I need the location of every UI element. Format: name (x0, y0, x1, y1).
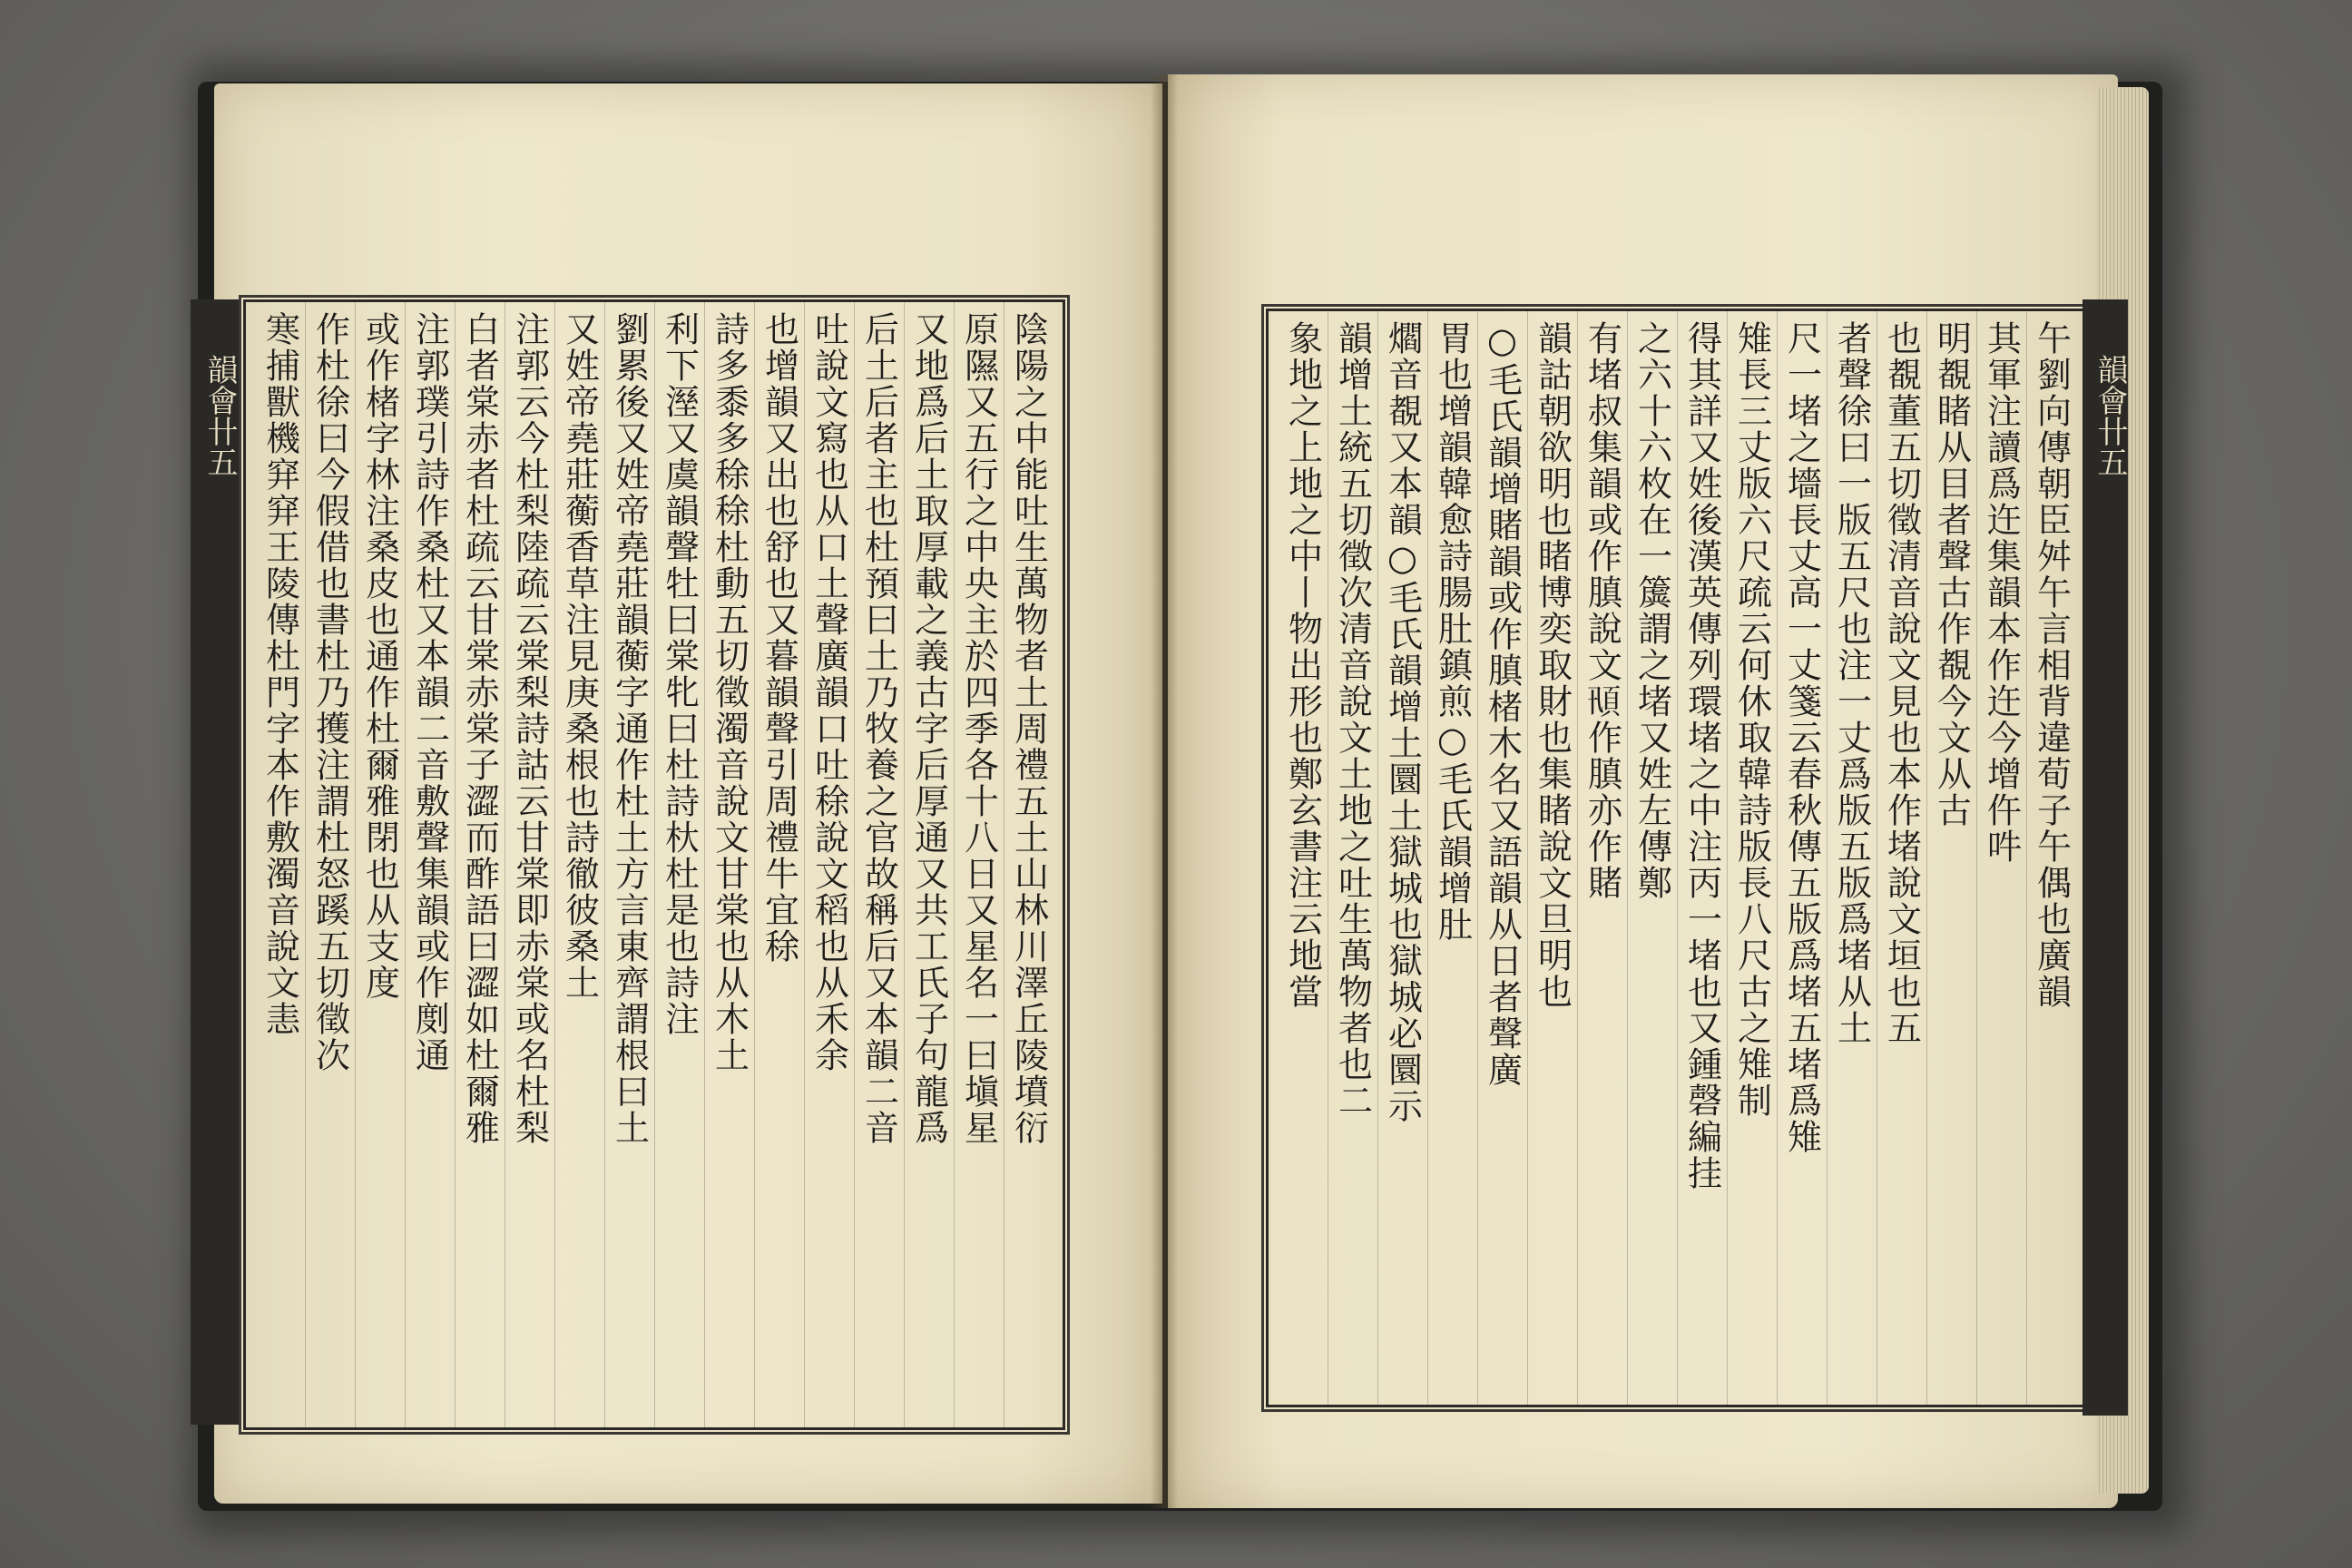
left-text-column: 作杜徐曰今假借也書杜乃擭注謂杜怒蹊五切徵次 (309, 311, 350, 1073)
right-text-block (1266, 309, 2088, 1407)
left-text-column: 詩多黍多稌稌杜動五切徵濁音說文甘棠也从木土 (709, 311, 750, 1073)
column-rule (2026, 311, 2027, 1405)
left-text-column: 白者棠赤者杜疏云甘棠赤棠子澀而酢語曰澀如杜爾雅 (459, 311, 500, 1146)
right-text-column: 象地之上地之中丨物出形也鄭玄書注云地當 (1282, 320, 1323, 1010)
column-rule (305, 302, 306, 1427)
column-rule (554, 302, 555, 1427)
left-text-column: 又姓帝堯莊蘅香草注見庚桑根也詩徹彼桑土 (559, 311, 600, 1001)
right-text-column: 有堵叔集韻或作䐜說文𩑓作䐜亦作賭 (1582, 320, 1622, 901)
right-text-column: 午劉向傳朝臣舛午言相背違荀子午偶也廣韻 (2031, 320, 2072, 1010)
right-text-column: 雉長三丈版六尺疏云何休取韓詩版長八尺古之雉制 (1731, 320, 1772, 1119)
left-text-column: 或作楮字林注桑皮也通作杜爾雅閉也从支度 (359, 311, 400, 1001)
column-rule (904, 302, 905, 1427)
column-rule (954, 302, 955, 1427)
left-text-column: 陰陽之中能吐生萬物者土周禮五土山林川澤丘陵墳衍 (1008, 311, 1049, 1146)
right-folio-strip (2082, 299, 2128, 1416)
column-rule (654, 302, 655, 1427)
left-text-column: 后土后者主也杜預曰土乃牧養之官故稱后又本韻二音 (858, 311, 899, 1146)
left-folio-strip (191, 299, 241, 1425)
right-text-column: 者聲徐曰一版五尺也注一丈爲版五版爲堵从土 (1831, 320, 1872, 1046)
column-rule (1727, 311, 1728, 1405)
left-text-column: 吐說文寫也从口土聲廣韻口吐稌說文稻也从禾余 (808, 311, 849, 1073)
left-text-column: 注郭云今杜梨陸疏云棠梨詩詁云甘棠即赤棠或名杜梨 (509, 311, 550, 1146)
column-rule (1777, 311, 1778, 1405)
right-text-column: 明覩睹从目者聲古作覩今文从古 (1931, 320, 1972, 828)
left-text-column: 注郭璞引詩作桑杜又本韻二音敷聲集韻或作剫通 (409, 311, 450, 1073)
left-text-column: 又地爲后土取厚載之義古字后厚通又共工氏子句龍爲 (908, 311, 949, 1146)
column-rule (1627, 311, 1628, 1405)
column-rule (455, 302, 456, 1427)
right-text-column: 尺一堵之墻長丈高一丈箋云春秋傳五版爲堵五堵爲雉 (1781, 320, 1822, 1155)
column-rule (704, 302, 705, 1427)
column-rule (604, 302, 605, 1427)
column-rule (405, 302, 406, 1427)
book-gutter (1151, 74, 1178, 1508)
column-rule (1926, 311, 1927, 1405)
right-text-column: 其軍注讀爲迕集韻本作迕今增仵吽 (1981, 320, 2022, 865)
right-text-column: 韻詁朝欲明也睹博奕取財也集睹說文旦明也 (1532, 320, 1573, 1010)
right-text-column: 也覩董五切徵清音說文見也本作堵說文垣也五 (1881, 320, 1922, 1046)
column-rule (1377, 311, 1378, 1405)
column-rule (1427, 311, 1428, 1405)
column-rule (754, 302, 755, 1427)
right-text-column: 胃也增韻韓愈詩腸肚鎮煎○毛氏韻增肚 (1432, 320, 1473, 943)
right-text-column: 爓音覩又本韻○毛氏韻增土圜土獄城也獄城必圜示 (1382, 320, 1423, 1124)
column-rule (1477, 311, 1478, 1405)
right-text-column: 韻增土統五切徵次清音說文土地之吐生萬物者也二 (1332, 320, 1373, 1119)
column-rule (854, 302, 855, 1427)
right-text-column: 之六十六枚在一簴謂之堵又姓左傳鄭 (1632, 320, 1672, 901)
left-text-column: 利下溼又虞韻聲牡曰棠牝曰杜詩杕杜是也詩注 (659, 311, 700, 1037)
left-text-column: 劉累後又姓帝堯莊韻蘅字通作杜土方言東齊謂根曰土 (609, 311, 650, 1146)
column-rule (355, 302, 356, 1427)
left-folio-label: 韻會卄五 (201, 354, 238, 477)
right-text-column: 得其詳又姓後漢英傳列環堵之中注丙一堵也又鍾磬編挂 (1681, 320, 1722, 1191)
column-rule (1677, 311, 1678, 1405)
left-text-column: 也增韻又出也舒也又暮韻聲引周禮牛宜稌 (759, 311, 799, 965)
column-rule (1976, 311, 1977, 1405)
column-rule (1827, 311, 1828, 1405)
right-text-column: ○毛氏韻增賭韻或作䐜楮木名又語韻从日者聲廣 (1482, 320, 1523, 1088)
column-rule (1577, 311, 1578, 1405)
left-text-block (243, 299, 1065, 1430)
column-rule (804, 302, 805, 1427)
left-text-column: 原隰又五行之中央主於四季各十八日又星名一曰塡星 (958, 311, 999, 1146)
column-rule (1527, 311, 1528, 1405)
left-text-column: 寒捕獸機穽穽王陵傳杜門字本作敷濁音說文恚 (260, 311, 300, 1037)
right-folio-label: 韻會卄五 (2092, 354, 2128, 477)
